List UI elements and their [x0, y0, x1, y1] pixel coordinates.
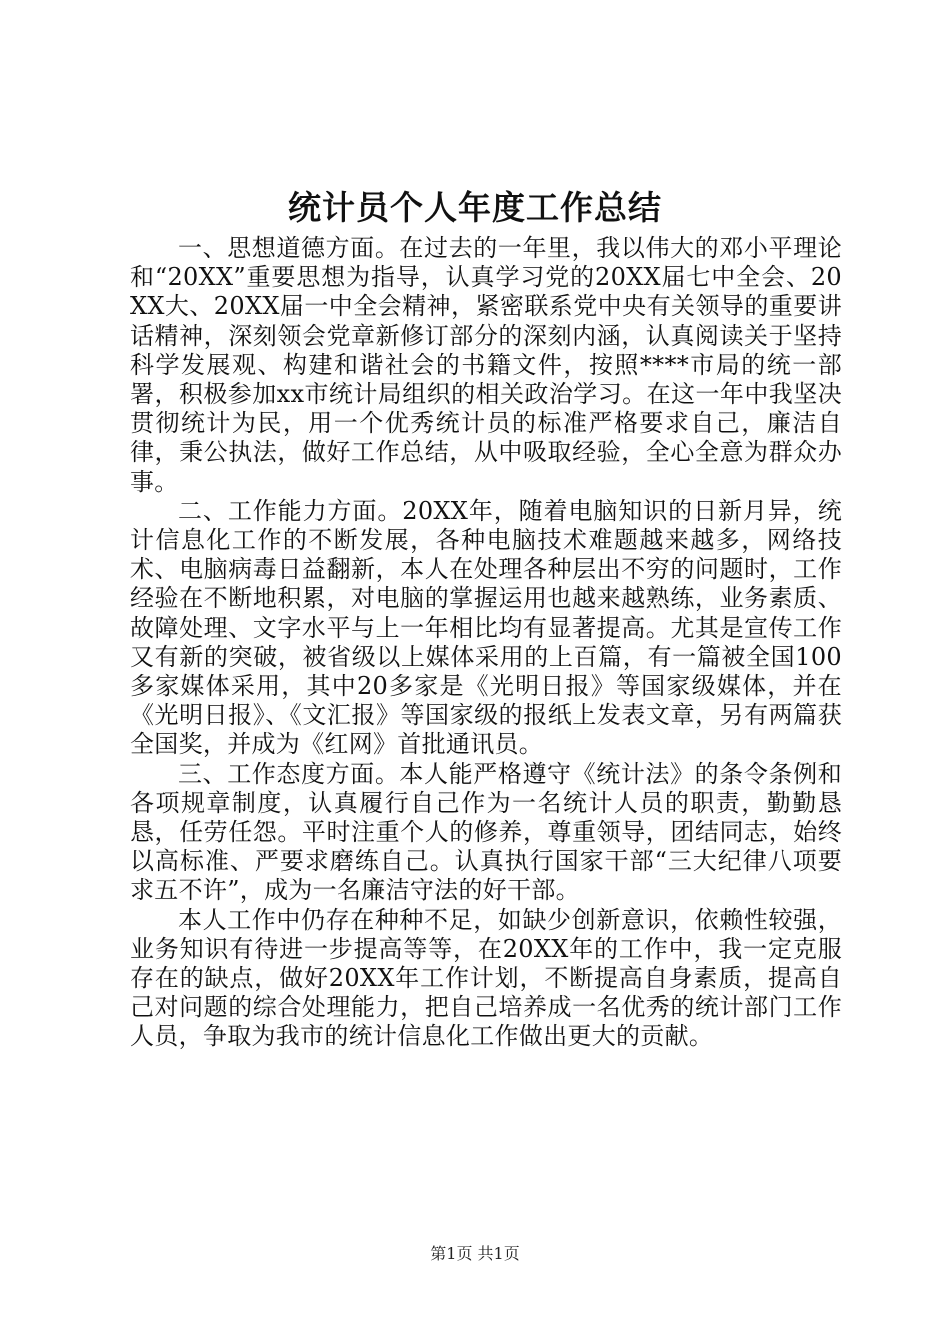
document-title: 统计员个人年度工作总结 [288, 188, 662, 227]
paragraph-ideology: 一、思想道德方面。在过去的一年里，我以伟大的邓小平理论和“20XX”重要思想为指导，认真学习党的20XX届七中全会、20XX大、20XX届一中全会精神，紧密联系党中央有关领导的重要讲话精神，深刻领会党章新修订部分的深刻内涵，认真阅读关于坚持科学发展观、构建和谐社会的书籍文件，按照****市局的统一部署，积极参加xx市统计局组织的相关政治学习。在这一年中我坚决贯彻统计为民，用一个优秀统计员的标准严格要求自己，廉洁自律，秉公执法，做好工作总结，从中吸取经验，全心全意为群众办事。 [130, 234, 842, 496]
paragraph-shortcomings: 本人工作中仍存在种种不足，如缺少创新意识，依赖性较强，业务知识有待进一步提高等等，在20XX年的工作中，我一定克服存在的缺点，做好20XX年工作计划，不断提高自身素质，提高自己对问题的综合处理能力，把自己培养成一名优秀的统计部门工作人员，争取为我市的统计信息化工作做出更大的贡献。 [130, 905, 842, 1051]
document-body [130, 234, 842, 1052]
paragraph-work-ability: 二、工作能力方面。20XX年，随着电脑知识的日新月异，统计信息化工作的不断发展，各种电脑技术难题越来越多，网络技术、电脑病毒日益翻新，本人在处理各种层出不穷的问题时，工作经验在不断地积累，对电脑的掌握运用也越来越熟练，业务素质、故障处理、文字水平与上一年相比均有显著提高。尤其是宣传工作又有新的突破，被省级以上媒体采用的上百篇，有一篇被全国100多家媒体采用，其中20多家是《光明日报》等国家级媒体，并在《光明日报》、《文汇报》等国家级的报纸上发表文章，另有两篇获全国奖，并成为《红网》首批通讯员。 [130, 496, 842, 759]
page-number-footer: 第1页 共1页 [430, 1244, 520, 1263]
paragraph-work-attitude: 三、工作态度方面。本人能严格遵守《统计法》的条令条例和各项规章制度，认真履行自己作为一名统计人员的职责，勤勤恳恳，任劳任怨。平时注重个人的修养，尊重领导，团结同志，始终以高标准、严要求磨练自己。认真执行国家干部“三大纪律八项要求五不许”，成为一名廉洁守法的好干部。 [130, 759, 842, 905]
